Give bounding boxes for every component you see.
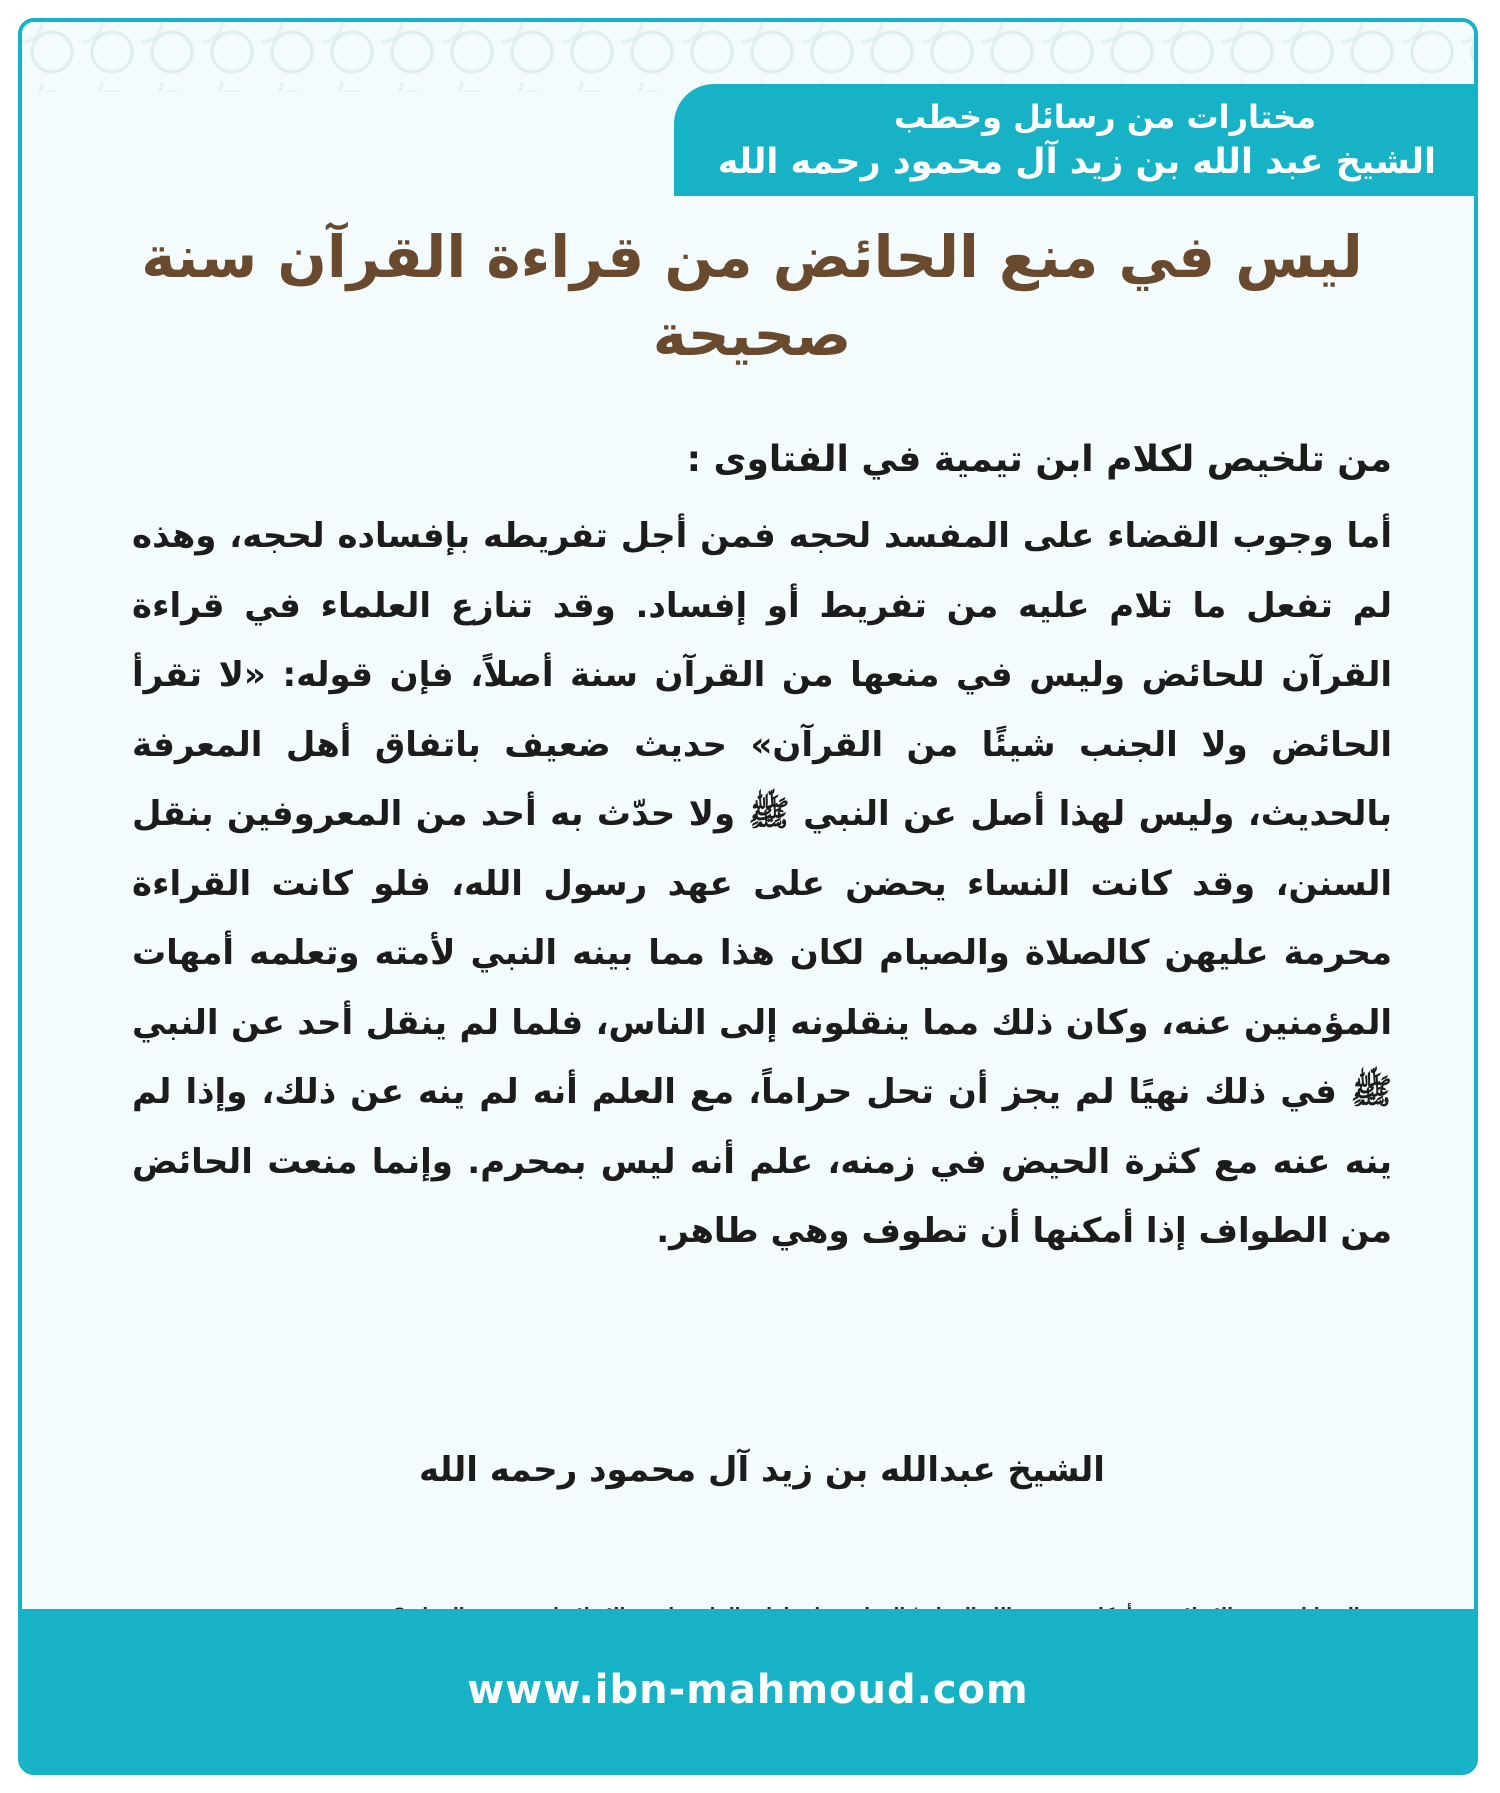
footer-bar [22, 1609, 1474, 1771]
header-subtitle: مختارات من رسائل وخطب [893, 98, 1316, 136]
intro-line: من تلخيص لكلام ابن تيمية في الفتاوى : [686, 439, 1392, 480]
article-body: أما وجوب القضاء على المفسد لحجه فمن أجل تفريطه بإفساده لحجه، وهذه لم تفعل ما تلام عليه من تفريط أو إفساد. وقد تنازع العلماء في قراءة القرآن للحائض وليس في منعها من القرآن سنة أصلاً، فإن قوله: «لا تقرأ الحائض ولا الجنب شيئًا من القرآن» حديث ضعيف باتفاق أهل المعرفة بالحديث، وليس لهذا أصل عن النبي ﷺ ولا حدّث به أحد من المعروفين بنقل السنن، وقد كانت النساء يحضن على عهد رسول الله، فلو كانت القراءة محرمة عليهن كالصلاة والصيام لكان هذا مما بينه النبي لأمته وتعلمه أمهات المؤمنين عنه، وكان ذلك مما ينقلونه إلى الناس، فلما لم ينقل أحد عن النبي ﷺ في ذلك نهيًا لم يجز أن تحل حراماً، مع العلم أنه لم ينه عن ذلك، وإذا لم ينه عنه مع كثرة الحيض في زمنه، علم أنه ليس بمحرم. وإنما منعت الحائض من الطواف إذا أمكنها أن تطوف وهي طاهر. [132, 516, 1392, 1251]
page-frame [18, 18, 1478, 1775]
header-banner [674, 84, 1474, 196]
header-author: الشيخ عبد الله بن زيد آل محمود رحمه الله [717, 142, 1436, 182]
page-title: ليس في منع الحائض من قراءة القرآن سنة صحيحة [141, 223, 1363, 369]
decorative-pattern [22, 22, 1474, 92]
website-link[interactable]: www.ibn-mahmoud.com [467, 1667, 1029, 1713]
author-signature: الشيخ عبدالله بن زيد آل محمود رحمه الله [419, 1450, 1105, 1490]
